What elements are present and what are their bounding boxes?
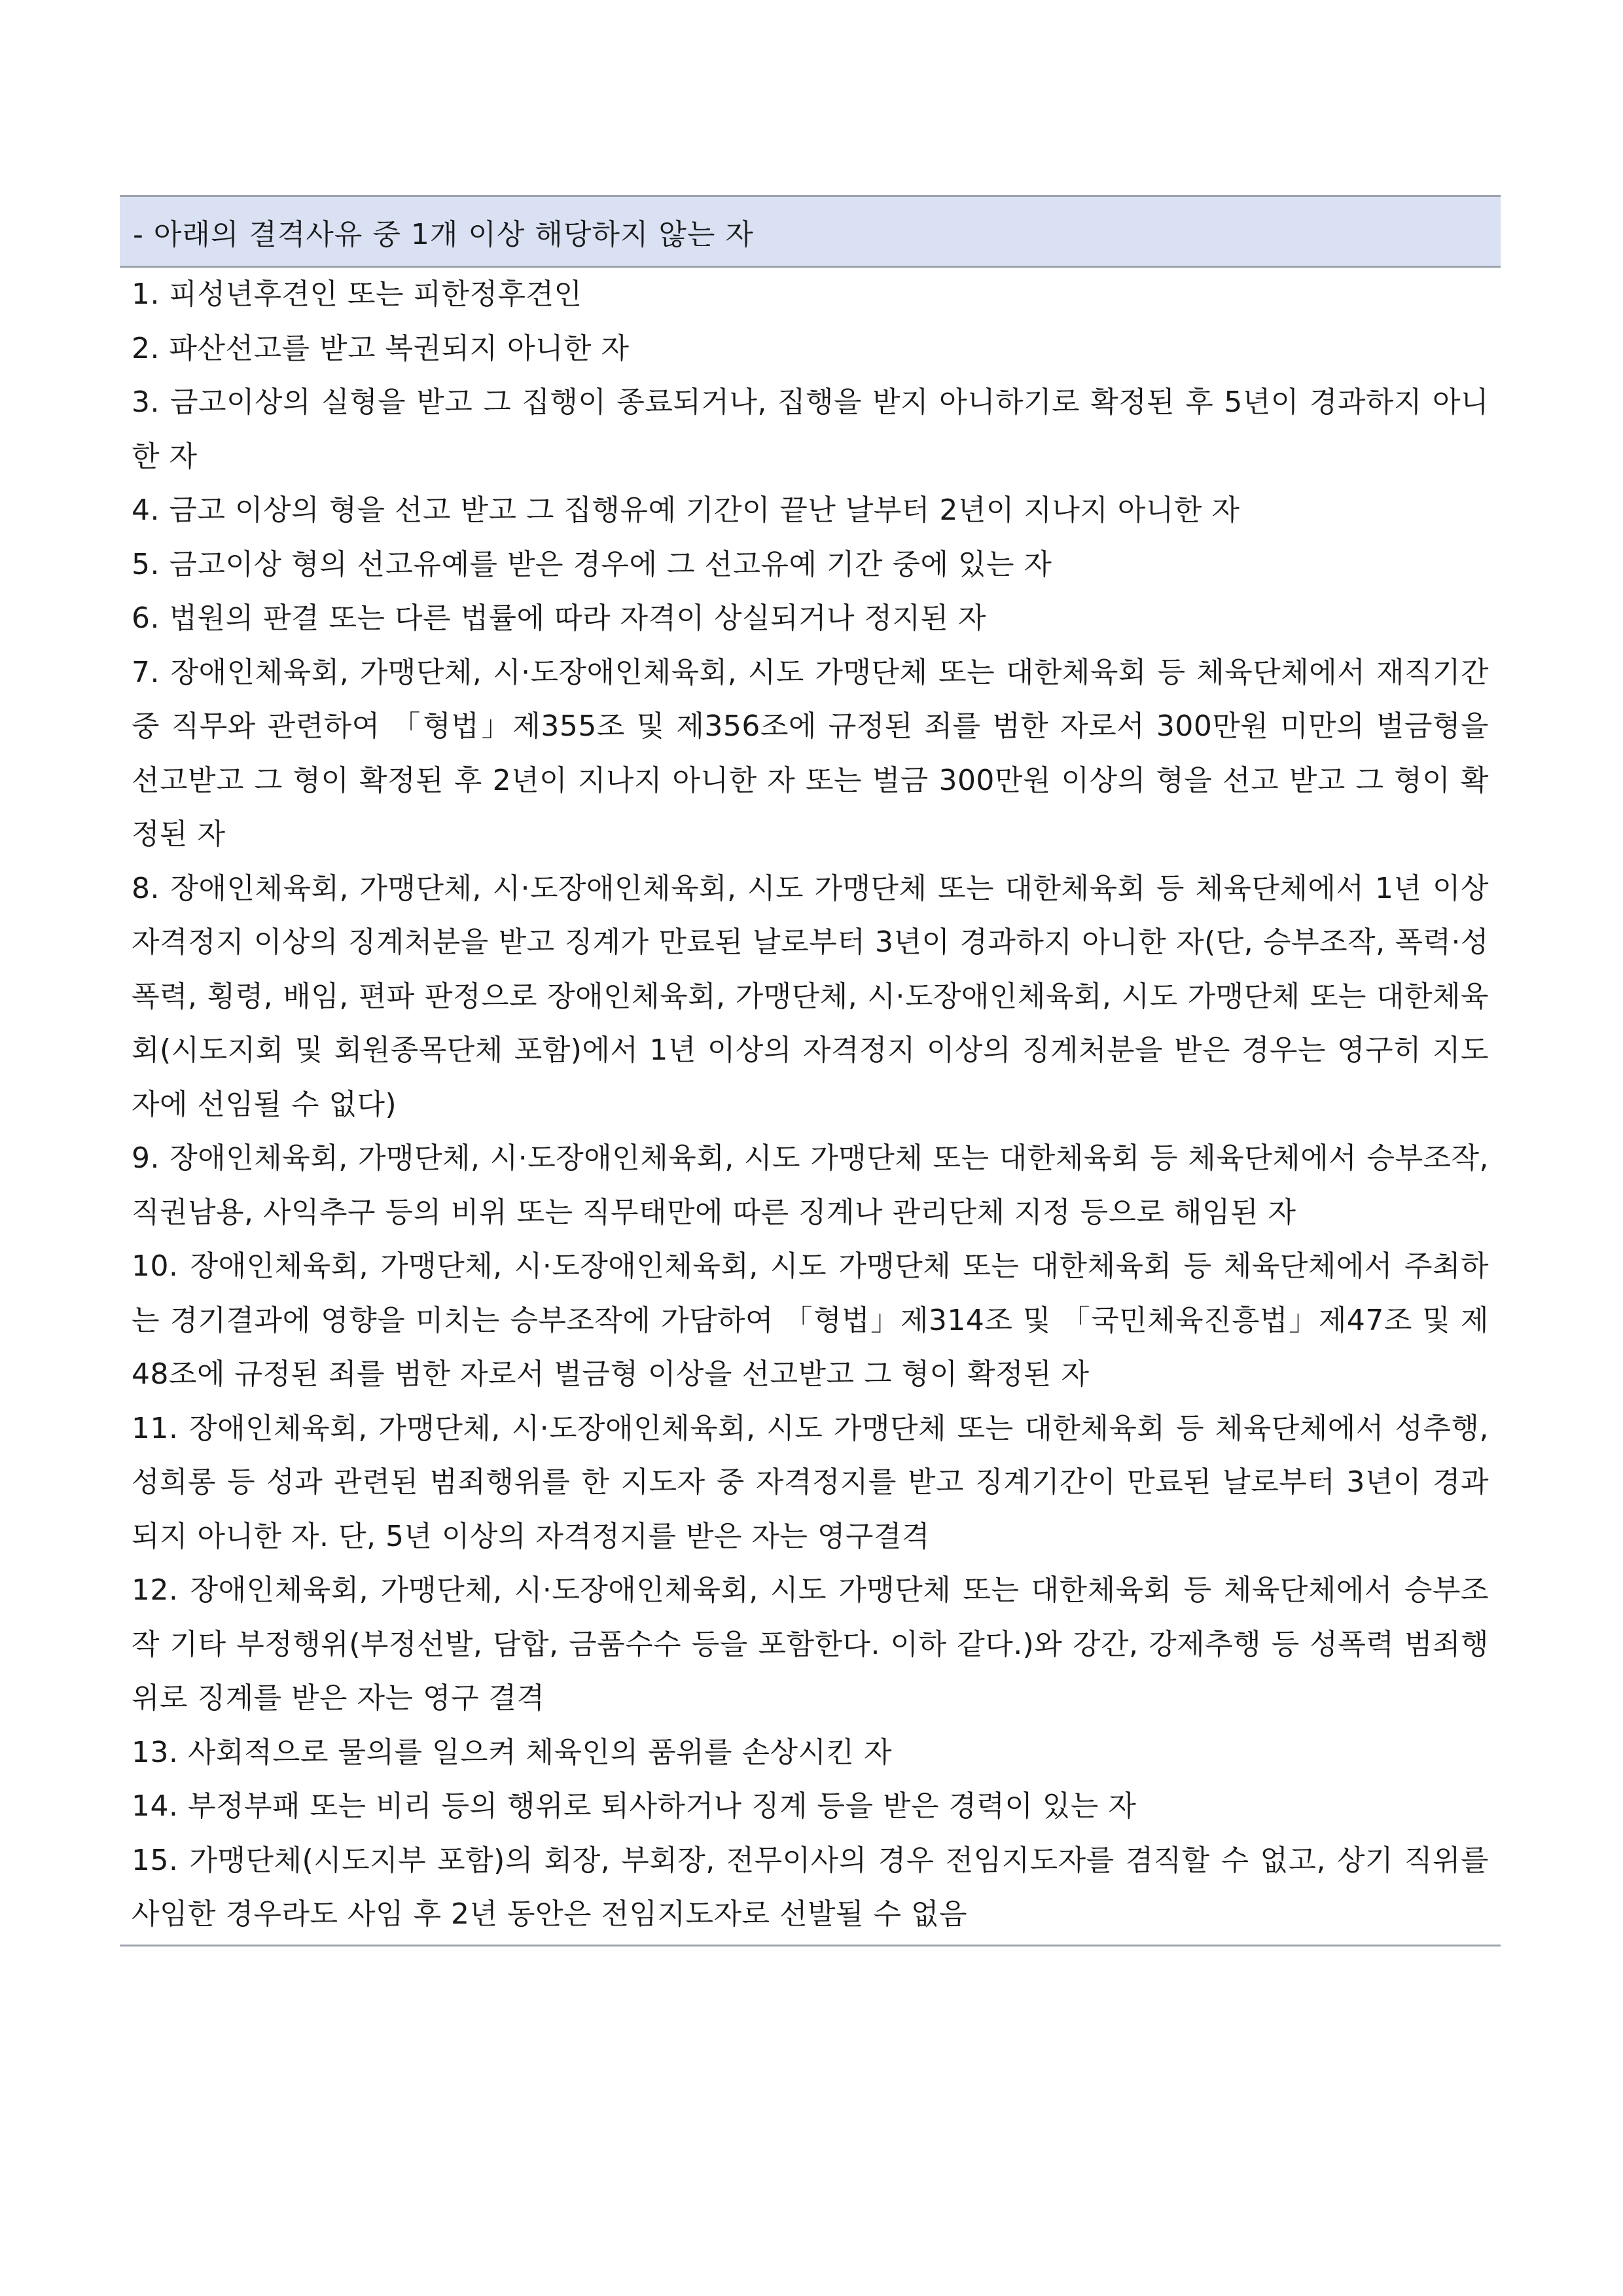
- disqualification-table: [120, 195, 1501, 1946]
- disqualification-list: [120, 268, 1501, 1945]
- list-item: 8. 장애인체육회, 가맹단체, 시·도장애인체육회, 시도 가맹단체 또는 대한체육회 등 체육단체에서 1년 이상 자격정지 이상의 징계처분을 받고 징계가 만료된 날로부터 3년이 경과하지 아니한 자(단, 승부조작, 폭력·성폭력, 횡령, 배임, 편파 판정으로 장애인체육회, 가맹단체, 시·도장애인체육회, 시도 가맹단체 또는 대한체육회(시도지회 및 회원종목단체 포함)에서 1년 이상의 자격정지 이상의 징계처분을 받은 경우는 영구히 지도자에 선임될 수 없다): [132, 871, 1489, 1121]
- list-item: 4. 금고 이상의 형을 선고 받고 그 집행유예 기간이 끝난 날부터 2년이 지나지 아니한 자: [132, 493, 1240, 527]
- list-item: 6. 법원의 판결 또는 다른 법률에 따라 자격이 상실되거나 정지된 자: [132, 601, 986, 635]
- list-item: 7. 장애인체육회, 가맹단체, 시·도장애인체육회, 시도 가맹단체 또는 대한체육회 등 체육단체에서 재직기간 중 직무와 관련하여 「형법」제355조 및 제356조에 규정된 죄를 범한 자로서 300만원 미만의 벌금형을 선고받고 그 형이 확정된 후 2년이 지나지 아니한 자 또는 벌금 300만원 이상의 형을 선고 받고 그 형이 확정된 자: [132, 655, 1489, 851]
- list-item: 11. 장애인체육회, 가맹단체, 시·도장애인체육회, 시도 가맹단체 또는 대한체육회 등 체육단체에서 성추행, 성희롱 등 성과 관련된 범죄행위를 한 지도자 중 자격정지를 받고 징계기간이 만료된 날로부터 3년이 경과되지 아니한 자. 단, 5년 이상의 자격정지를 받은 자는 영구결격: [132, 1411, 1489, 1553]
- list-item: 12. 장애인체육회, 가맹단체, 시·도장애인체육회, 시도 가맹단체 또는 대한체육회 등 체육단체에서 승부조작 기타 부정행위(부정선발, 담합, 금품수수 등을 포함한다. 이하 같다.)와 강간, 강제추행 등 성폭력 범죄행위로 징계를 받은 자는 영구 결격: [132, 1573, 1489, 1715]
- table-header: - 아래의 결격사유 중 1개 이상 해당하지 않는 자: [120, 197, 1501, 268]
- list-item: 10. 장애인체육회, 가맹단체, 시·도장애인체육회, 시도 가맹단체 또는 대한체육회 등 체육단체에서 주최하는 경기결과에 영향을 미치는 승부조작에 가담하여 「형법」제314조 및 「국민체육진흥법」제47조 및 제48조에 규정된 죄를 범한 자로서 벌금형 이상을 선고받고 그 형이 확정된 자: [132, 1249, 1489, 1391]
- list-item: 5. 금고이상 형의 선고유예를 받은 경우에 그 선고유예 기간 중에 있는 자: [132, 547, 1052, 581]
- list-item: 14. 부정부패 또는 비리 등의 행위로 퇴사하거나 징계 등을 받은 경력이 있는 자: [132, 1789, 1137, 1823]
- list-item: 1. 피성년후견인 또는 피한정후견인: [132, 278, 582, 311]
- list-item: 2. 파산선고를 받고 복권되지 아니한 자: [132, 331, 630, 365]
- list-item: 15. 가맹단체(시도지부 포함)의 회장, 부회장, 전무이사의 경우 전임지도자를 겸직할 수 없고, 상기 직위를 사임한 경우라도 사임 후 2년 동안은 전임지도자로 선발될 수 없음: [132, 1843, 1489, 1931]
- list-item: 3. 금고이상의 실형을 받고 그 집행이 종료되거나, 집행을 받지 아니하기로 확정된 후 5년이 경과하지 아니한 자: [132, 386, 1489, 473]
- list-item: 13. 사회적으로 물의를 일으켜 체육인의 품위를 손상시킨 자: [132, 1735, 892, 1769]
- list-item: 9. 장애인체육회, 가맹단체, 시·도장애인체육회, 시도 가맹단체 또는 대한체육회 등 체육단체에서 승부조작, 직권남용, 사익추구 등의 비위 또는 직무태만에 따른 징계나 관리단체 지정 등으로 해임된 자: [132, 1141, 1489, 1229]
